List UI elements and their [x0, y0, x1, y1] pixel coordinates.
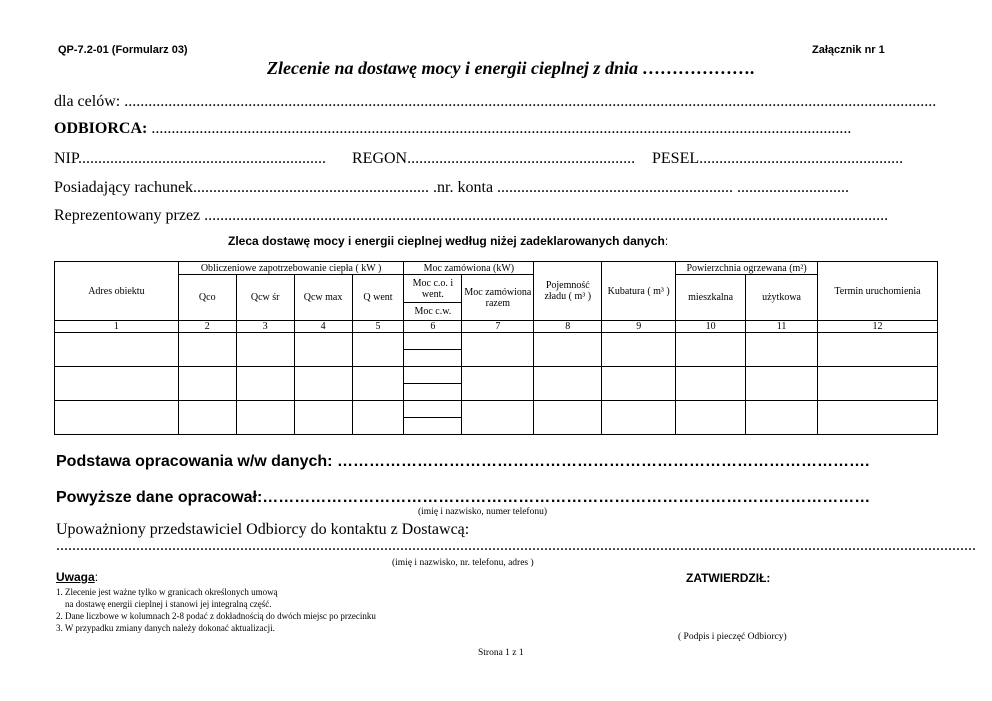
header-pojemnosc: Pojemność zładu ( m³ ) — [534, 262, 602, 321]
table-cell[interactable] — [676, 367, 746, 401]
table-row — [55, 333, 938, 367]
table-cell[interactable] — [55, 333, 179, 367]
account-field[interactable]: Posiadający rachunek........................................................... .nr. konta ........................................................... ............................ — [54, 179, 850, 196]
page-title: Zlecenie na dostawę mocy i energii cieplnej z dnia ………………. — [267, 58, 755, 78]
prepared-hint: (imię i nazwisko, numer telefonu) — [418, 507, 548, 517]
col-number: 8 — [534, 321, 602, 333]
table-cell[interactable] — [236, 401, 294, 435]
table-cell[interactable] — [352, 401, 404, 435]
table-cell[interactable] — [236, 367, 294, 401]
table-cell-split[interactable] — [404, 333, 462, 367]
table-cell[interactable] — [746, 401, 818, 435]
col-number: 11 — [746, 321, 818, 333]
represented-field[interactable]: Reprezentowany przez ........................................................................................................................................................................... — [54, 207, 889, 224]
table-cell[interactable] — [676, 333, 746, 367]
header-q-went: Q went — [352, 275, 404, 321]
col-number: 4 — [294, 321, 352, 333]
header-moc-razem: Moc zamówiona razem — [462, 275, 534, 321]
purpose-field[interactable]: dla celów: ........................................................................................................................................................................................................... — [54, 93, 937, 110]
table-cell[interactable] — [55, 367, 179, 401]
authorized-label: Upoważniony przedstawiciel Odbiorcy do kontaktu z Dostawcą: — [56, 521, 470, 538]
note-line: 3. W przypadku zmiany danych należy dokonać aktualizacji. — [56, 623, 275, 633]
authorized-dots[interactable]: ...................................................................................................................................................................................................................................... — [56, 537, 976, 554]
recipient-dots: ............................................................................................................................................................................... — [151, 120, 852, 137]
header-kubatura: Kubatura ( m³ ) — [602, 262, 676, 321]
attachment-label: Załącznik nr 1 — [812, 44, 885, 56]
table-row — [55, 367, 938, 401]
note-line: 1. Zlecenie jest ważne tylko w granicach określonych umową — [56, 587, 278, 597]
note-title — [56, 570, 98, 584]
table-cell[interactable] — [602, 401, 676, 435]
order-table — [54, 261, 938, 435]
table-cell[interactable] — [746, 333, 818, 367]
table-cell[interactable] — [178, 401, 236, 435]
recipient-field[interactable] — [54, 120, 851, 138]
table-cell[interactable] — [602, 333, 676, 367]
col-number: 3 — [236, 321, 294, 333]
table-cell[interactable] — [818, 333, 938, 367]
prepared-field[interactable]: Powyższe dane opracował:…………………………………………………………………………………………………… — [56, 489, 871, 506]
header-qcw-sr: Qcw śr — [236, 275, 294, 321]
header-powierzchnia: Powierzchnia ogrzewana (m²) — [676, 262, 818, 275]
table-cell[interactable] — [178, 333, 236, 367]
table-cell[interactable] — [178, 367, 236, 401]
table-cell[interactable] — [818, 367, 938, 401]
recipient-label: ODBIORCA: — [54, 120, 148, 137]
col-number: 9 — [602, 321, 676, 333]
pesel-field[interactable]: PESEL................................................... — [652, 150, 904, 167]
regon-field[interactable]: REGON......................................................... — [352, 150, 636, 167]
table-cell[interactable] — [236, 333, 294, 367]
table-cell-split[interactable] — [404, 401, 462, 435]
table-cell[interactable] — [534, 401, 602, 435]
approved-label: ZATWIERDZIŁ: — [686, 571, 771, 585]
col-number: 6 — [404, 321, 462, 333]
col-number: 1 — [55, 321, 179, 333]
table-cell[interactable] — [352, 333, 404, 367]
note-colon: : — [94, 570, 99, 584]
header-qcw-max: Qcw max — [294, 275, 352, 321]
header-moc: Moc zamówiona (kW) — [404, 262, 534, 275]
table-cell[interactable] — [55, 401, 179, 435]
table-cell[interactable] — [462, 401, 534, 435]
col-number: 10 — [676, 321, 746, 333]
header-termin: Termin uruchomienia — [818, 262, 938, 321]
table-cell[interactable] — [602, 367, 676, 401]
note-line: 2. Dane liczbowe w kolumnach 2-8 podać z dokładnością do dwóch miejsc po przecinku — [56, 611, 376, 621]
table-cell[interactable] — [534, 367, 602, 401]
table-row — [55, 401, 938, 435]
declaration-text — [228, 234, 668, 248]
nip-field[interactable]: NIP.............................................................. — [54, 150, 327, 167]
header-moc-cw: Moc c.w. — [404, 303, 462, 321]
table-cell[interactable] — [534, 333, 602, 367]
page-number: Strona 1 z 1 — [478, 648, 524, 658]
table-cell[interactable] — [352, 367, 404, 401]
declaration-main: Zleca dostawę mocy i energii cieplnej według niżej zadeklarowanych danych — [228, 234, 665, 248]
table-cell[interactable] — [676, 401, 746, 435]
table-cell[interactable] — [294, 401, 352, 435]
col-number: 2 — [178, 321, 236, 333]
table-cell[interactable] — [294, 367, 352, 401]
table-cell[interactable] — [818, 401, 938, 435]
signature-label: ( Podpis i pieczęć Odbiorcy) — [678, 632, 787, 642]
table-cell[interactable] — [462, 367, 534, 401]
header-uzytkowa: użytkowa — [746, 275, 818, 321]
authorized-hint: (imię i nazwisko, nr. telefonu, adres ) — [392, 558, 534, 568]
table-cell-split[interactable] — [404, 367, 462, 401]
header-adres: Adres obiektu — [55, 262, 179, 321]
col-number: 12 — [818, 321, 938, 333]
declaration-colon: : — [664, 234, 669, 248]
basis-field[interactable]: Podstawa opracowania w/w danych: ………………………………………………………………………………………. — [56, 453, 870, 470]
header-moc-co: Moc c.o. i went. — [404, 275, 462, 303]
form-code: QP-7.2-01 (Formularz 03) — [58, 44, 188, 56]
header-mieszkalna: mieszkalna — [676, 275, 746, 321]
table-cell[interactable] — [294, 333, 352, 367]
col-number: 5 — [352, 321, 404, 333]
header-obliczeniowe: Obliczeniowe zapotrzebowanie ciepła ( kW ) — [178, 262, 404, 275]
table-cell[interactable] — [462, 333, 534, 367]
col-number: 7 — [462, 321, 534, 333]
note-line: na dostawę energii cieplnej i stanowi jej integralną część. — [56, 599, 272, 609]
note-title-text: Uwaga — [56, 570, 95, 584]
table-cell[interactable] — [746, 367, 818, 401]
header-qco: Qco — [178, 275, 236, 321]
